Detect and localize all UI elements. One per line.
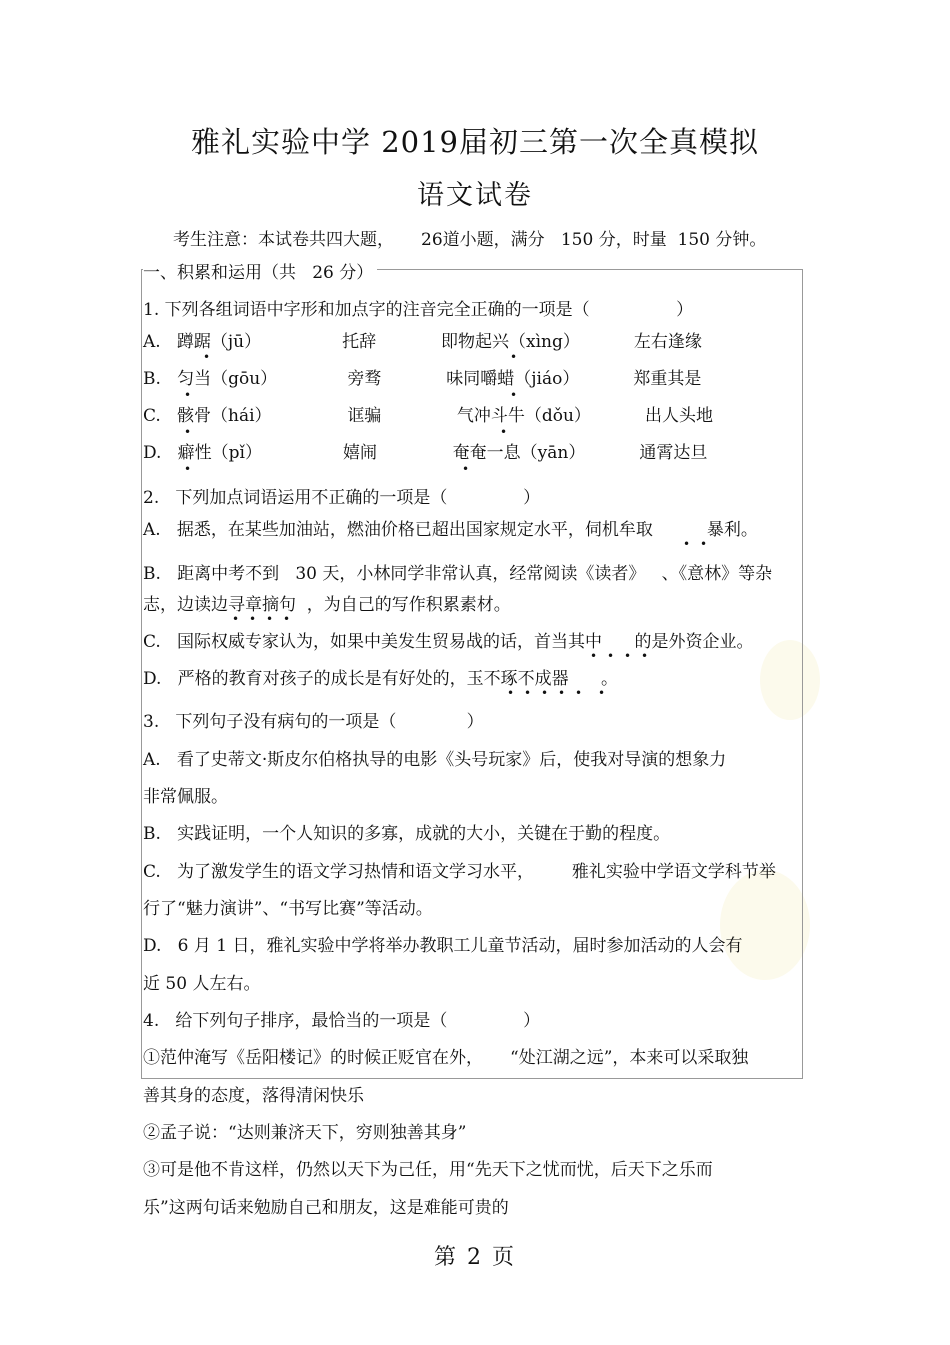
emphasis-dot: •: [624, 649, 632, 663]
question-1: 1. 下列各组词语中字形和加点字的注音完全正确的一项是（ ）: [143, 300, 694, 320]
q4-sentence-3: ③可是他不肯这样，仍然以天下为己任，用“先天下之忧而忧，后天下之乐而: [143, 1160, 713, 1180]
emphasis-dot: •: [500, 425, 508, 439]
emphasis-dot: •: [641, 649, 649, 663]
q3-option-a-cont: 非常佩服。: [143, 787, 228, 807]
emphasis-dot: •: [249, 612, 257, 626]
emphasis-dot: •: [510, 350, 518, 364]
emphasis-dot: •: [607, 649, 615, 663]
emphasis-dot: •: [507, 686, 515, 700]
exam-notice: 考生注意：本试卷共四大题， 26道小题，满分 150 分，时量 150 分钟。: [173, 230, 767, 250]
emphasis-dot: •: [683, 537, 691, 551]
emphasis-dot: •: [266, 612, 274, 626]
q3-option-b: B. 实践证明，一个人知识的多寡，成就的大小，关键在于勤的程度。: [143, 824, 671, 844]
q4-sentence-1-cont: 善其身的态度，落得清闲快乐: [143, 1086, 364, 1106]
question-2: 2. 下列加点词语运用不正确的一项是（ ）: [143, 488, 541, 508]
q2-option-d: D. 严格的教育对孩子的成长是有好处的，玉不琢不成器 。: [143, 669, 619, 689]
q2-option-b-cont: 志，边读边寻章摘句 ，为自己的写作积累素材。: [143, 595, 511, 615]
emphasis-dot: •: [184, 388, 192, 402]
emphasis-dot: •: [598, 686, 606, 700]
q1-option-c: C. 骸骨（hái） 诓骗 气冲斗牛（dǒu） 出人头地: [143, 406, 713, 426]
q2-option-c: C. 国际权威专家认为，如果中美发生贸易战的话，首当其中 的是外资企业。: [143, 632, 754, 652]
exam-title: 雅礼实验中学 2019届初三第一次全真模拟: [190, 125, 760, 159]
q4-sentence-1: ①范仲淹写《岳阳楼记》的时候正贬官在外， “处江湖之远”，本来可以采取独: [143, 1048, 749, 1068]
section-heading: 一、积累和运用（共 26 分）: [143, 261, 377, 285]
emphasis-dot: •: [510, 388, 518, 402]
q3-option-d-cont: 近 50 人左右。: [143, 974, 261, 994]
q3-option-a: A. 看了史蒂文·斯皮尔伯格执导的电影《头号玩家》后，使我对导演的想象力: [143, 750, 727, 770]
emphasis-dot: •: [184, 462, 192, 476]
emphasis-dot: •: [541, 686, 549, 700]
q3-option-c-cont: 行了“魅力演讲”、“书写比赛”等活动。: [143, 899, 433, 919]
emphasis-dot: •: [232, 612, 240, 626]
q4-sentence-2: ②孟子说：“达则兼济天下，穷则独善其身”: [143, 1123, 467, 1143]
q2-option-b: B. 距离中考不到 30 天，小林同学非常认真，经常阅读《读者》 、《意林》等杂: [143, 564, 773, 584]
q2-option-a: A. 据悉，在某些加油站，燃油价格已超出国家规定水平，伺机牟取 暴利。: [143, 520, 758, 540]
q3-option-d: D. 6 月 1 日，雅礼实验中学将举办教职工儿童节活动，届时参加活动的人会有: [143, 936, 743, 956]
emphasis-dot: •: [184, 425, 192, 439]
emphasis-dot: •: [524, 686, 532, 700]
page-number: 第 2 页: [434, 1245, 516, 1270]
q1-option-d: D. 癖性（pǐ） 嬉闹 奄奄一息（yān） 通霄达旦: [143, 443, 708, 463]
question-4: 4. 给下列句子排序，最恰当的一项是（ ）: [143, 1011, 541, 1031]
q1-option-a: A. 蹲踞（jū） 托辞 即物起兴（xìng） 左右逢缘: [143, 332, 702, 352]
emphasis-dot: •: [700, 537, 708, 551]
emphasis-dot: •: [283, 612, 291, 626]
emphasis-dot: •: [575, 686, 583, 700]
emphasis-dot: •: [462, 462, 470, 476]
emphasis-dot: •: [203, 350, 211, 364]
question-3: 3. 下列句子没有病句的一项是（ ）: [143, 712, 484, 732]
q1-option-b: B. 匀当（gōu） 旁骛 味同嚼蜡（jiáo） 郑重其是: [143, 369, 702, 389]
q3-option-c: C. 为了激发学生的语文学习热情和语文学习水平， 雅礼实验中学语文学科节举: [143, 862, 776, 882]
q4-sentence-3-cont: 乐”这两句话来勉励自己和朋友，这是难能可贵的: [143, 1198, 509, 1218]
emphasis-dot: •: [558, 686, 566, 700]
exam-subtitle: 语文试卷: [417, 180, 533, 211]
emphasis-dot: •: [590, 649, 598, 663]
